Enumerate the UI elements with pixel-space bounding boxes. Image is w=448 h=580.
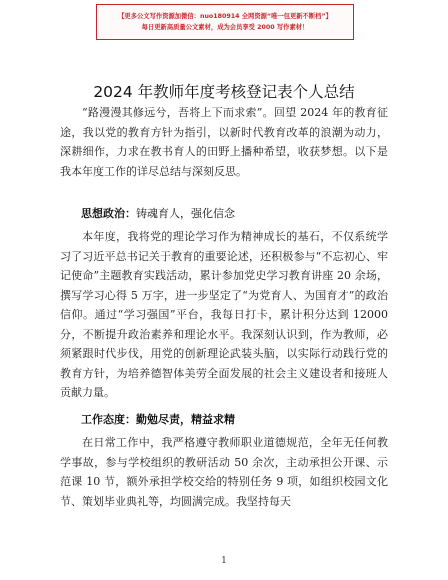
section-heading-attitude	[81, 411, 235, 427]
section-heading-attitude-label: 工作态度：	[81, 413, 136, 426]
section-heading-politics-label: 思想政治：	[81, 207, 136, 220]
politics-paragraph: 本年度，我将党的理论学习作为精神成长的基石，不仅系统学习了习近平总书记关于教育的重要论述，还积极参与“不忘初心、牢记使命”主题教育实践活动，累计参加党史学习教育讲座 20 余场，撰写学习心得 5 万字，进一步坚定了“为党育人、为国育才”的政治信仰。通过“学习强国”平台，我每日打卡，累计积分达到 12000 分，不断提升政治素养和理论水平。我深刻认识到，作为教师，必须紧跟时代步伐，用党的创新理论武装头脑，以实际行动践行党的教育方针，为培养德智体美劳全面发展的社会主义建设者和接班人贡献力量。	[60, 230, 388, 399]
page-number: 1	[221, 556, 227, 566]
attitude-paragraph: 在日常工作中，我严格遵守教师职业道德规范，全年无任何教学事故，参与学校组织的教研活动 50 余次，主动承担公开课、示范课 10 节，额外承担学校交给的特别任务 9 项，如组织校园文化节、策划毕业典礼等，均圆满完成。我坚持每天	[60, 436, 388, 508]
section-heading-politics	[81, 205, 235, 221]
promo-banner-line1: 【更多公文写作资源加微信：nuo180914 全网资源“唯一包更新不断档”】	[118, 13, 332, 20]
promo-banner-line2: 每日更新高质量公文素材，成为会员享受 2000 写作素材！	[141, 24, 309, 31]
section-heading-attitude-value: 勤勉尽责，精益求精	[136, 413, 235, 426]
section-heading-politics-value: 铸魂育人，强化信念	[136, 207, 235, 220]
intro-paragraph: “路漫漫其修远兮，吾将上下而求索”。回望 2024 年的教育征途，我以党的教育方针为指引，以新时代教育改革的浪潮为动力，深耕细作，力求在教书育人的田野上播种希望，收获梦想。以下是我本年度工作的详尽总结与深刻反思。	[60, 106, 388, 178]
document-title: 2024 年教师年度考核登记表个人总结	[93, 83, 355, 101]
promo-banner	[96, 4, 354, 40]
